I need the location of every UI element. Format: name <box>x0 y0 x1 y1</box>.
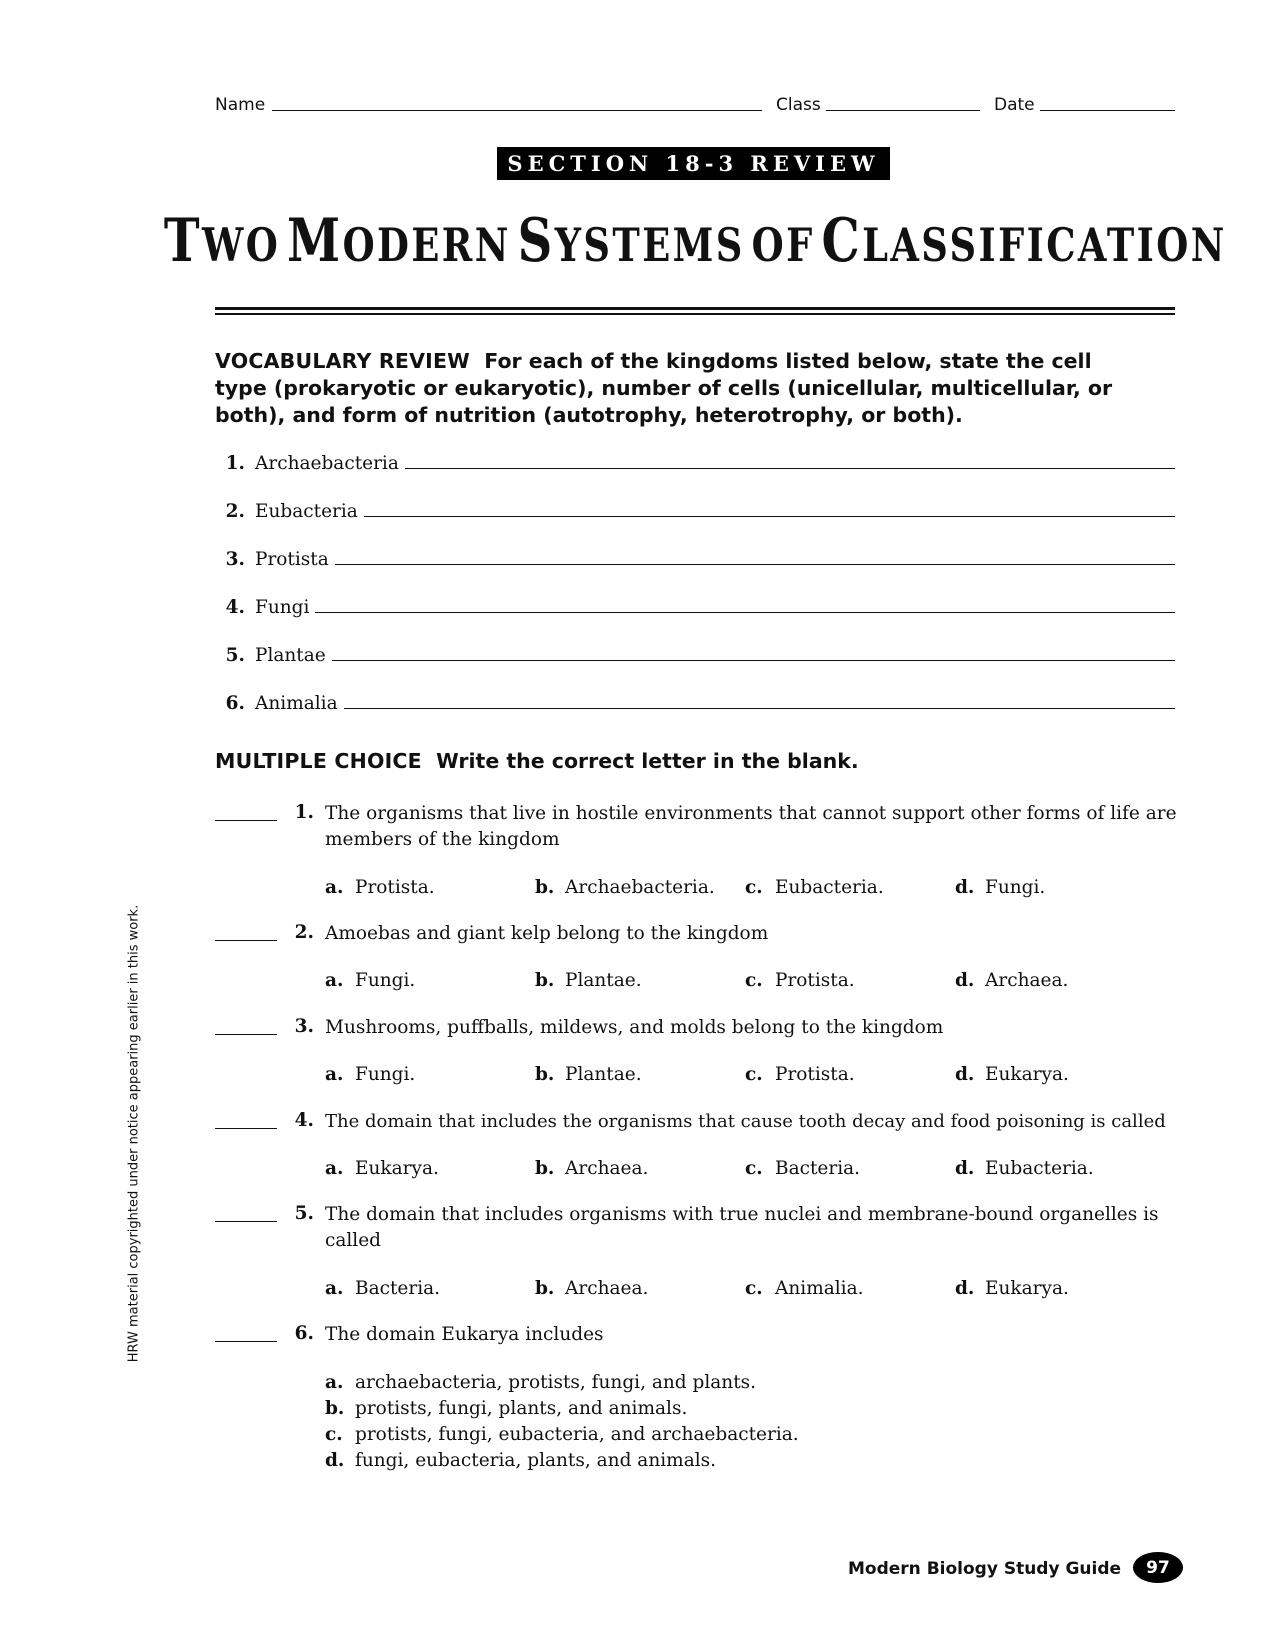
page-title <box>163 206 1227 286</box>
option-d <box>955 970 1068 991</box>
section-banner: SECTION 18-3 REVIEW <box>497 147 890 180</box>
option-letter: a. <box>325 877 344 898</box>
option-letter: a. <box>325 1278 344 1299</box>
title-cap: T <box>163 206 202 276</box>
title-rest: ODERN <box>342 218 511 272</box>
name-label: Name <box>215 95 266 115</box>
option-c <box>325 1424 799 1445</box>
question-number: 6. <box>294 1323 314 1344</box>
option-text: Protista. <box>775 1064 855 1085</box>
option-a <box>325 1372 756 1393</box>
date-field[interactable] <box>1040 110 1175 111</box>
option-a <box>325 1158 439 1179</box>
vocab-heading: VOCABULARY REVIEW <box>215 349 470 373</box>
vocab-item <box>215 542 1175 570</box>
title-rest: LASSIFICATION <box>861 218 1227 272</box>
option-letter: c. <box>745 1064 763 1085</box>
question-number: 3. <box>294 1016 314 1037</box>
option-text: Archaea. <box>985 970 1069 991</box>
kingdom-label: Plantae <box>255 645 326 666</box>
option-text: Eukarya. <box>355 1158 439 1179</box>
answer-line[interactable] <box>335 564 1175 565</box>
option-text: Fungi. <box>985 877 1046 898</box>
option-letter: b. <box>535 1158 555 1179</box>
answer-blank[interactable] <box>215 820 277 821</box>
footer-book-title: Modern Biology Study Guide <box>848 1559 1122 1579</box>
option-a <box>325 877 435 898</box>
answer-line[interactable] <box>332 660 1175 661</box>
option-text: Animalia. <box>775 1278 864 1299</box>
option-text: Bacteria. <box>775 1158 861 1179</box>
answer-line[interactable] <box>405 468 1175 469</box>
option-text: Fungi. <box>355 1064 416 1085</box>
vocab-instruction-text: For each of the kingdoms listed below, state the cell type (prokaryotic or eukaryotic), number of cells (unicellular, multicellular, or both), and form of nutrition (autotrophy, heterotrophy, or both). <box>215 349 1113 427</box>
answer-line[interactable] <box>364 516 1175 517</box>
vocab-item <box>215 446 1175 474</box>
vocab-item <box>215 638 1175 666</box>
option-letter: b. <box>535 877 555 898</box>
item-number: 3. <box>225 549 245 570</box>
question-text: The domain Eukarya includes <box>325 1324 604 1345</box>
option-letter: c. <box>745 970 763 991</box>
option-d <box>955 1158 1094 1179</box>
option-text: Protista. <box>775 970 855 991</box>
option-text: Eukarya. <box>985 1064 1069 1085</box>
name-field[interactable] <box>272 110 762 111</box>
kingdom-label: Animalia <box>255 693 338 714</box>
answer-line[interactable] <box>315 612 1175 613</box>
option-text: protists, fungi, plants, and animals. <box>355 1398 688 1419</box>
item-number: 2. <box>225 501 245 522</box>
title-rest: YSTEMS <box>554 218 745 272</box>
answer-blank[interactable] <box>215 1034 277 1035</box>
option-text: Fungi. <box>355 970 416 991</box>
option-letter: d. <box>955 877 975 898</box>
option-letter: c. <box>325 1424 343 1445</box>
vocab-item <box>215 590 1175 618</box>
option-d <box>955 1064 1069 1085</box>
option-letter: c. <box>745 877 763 898</box>
option-letter: d. <box>955 1158 975 1179</box>
option-c <box>745 877 884 898</box>
answer-blank[interactable] <box>215 1128 277 1129</box>
option-letter: a. <box>325 1158 344 1179</box>
page-number: 97 <box>1133 1552 1183 1583</box>
option-c <box>745 970 855 991</box>
option-c <box>745 1064 855 1085</box>
question-text: The organisms that live in hostile environments that cannot support other forms of life are members of the kingdom <box>325 803 1177 850</box>
kingdom-label: Eubacteria <box>255 501 358 522</box>
kingdom-label: Fungi <box>255 597 310 618</box>
answer-blank[interactable] <box>215 940 277 941</box>
option-letter: a. <box>325 970 344 991</box>
option-letter: d. <box>955 970 975 991</box>
class-label: Class <box>776 95 821 115</box>
copyright-note: HRW material copyrighted under notice appearing earlier in this work. <box>126 904 142 1363</box>
option-letter: c. <box>745 1278 763 1299</box>
option-letter: d. <box>955 1064 975 1085</box>
option-text: protists, fungi, eubacteria, and archaebacteria. <box>355 1424 799 1445</box>
option-letter: c. <box>745 1158 763 1179</box>
option-b <box>325 1398 687 1419</box>
item-number: 5. <box>225 645 245 666</box>
option-b <box>535 1278 648 1299</box>
option-text: Protista. <box>355 877 435 898</box>
option-text: Eubacteria. <box>985 1158 1094 1179</box>
option-b <box>535 1064 642 1085</box>
vocab-item <box>215 686 1175 714</box>
answer-blank[interactable] <box>215 1341 277 1342</box>
mc-instructions <box>215 748 1145 775</box>
option-text: fungi, eubacteria, plants, and animals. <box>355 1450 717 1471</box>
option-text: Archaea. <box>565 1158 649 1179</box>
option-text: Eubacteria. <box>775 877 884 898</box>
option-a <box>325 970 415 991</box>
option-letter: d. <box>325 1450 345 1471</box>
option-b <box>535 1158 648 1179</box>
option-text: Archaea. <box>565 1278 649 1299</box>
option-letter: b. <box>535 970 555 991</box>
mc-heading: MULTIPLE CHOICE <box>215 749 422 773</box>
option-letter: a. <box>325 1064 344 1085</box>
option-letter: b. <box>535 1064 555 1085</box>
item-number: 6. <box>225 693 245 714</box>
option-d <box>955 1278 1069 1299</box>
option-text: Eukarya. <box>985 1278 1069 1299</box>
option-a <box>325 1278 440 1299</box>
title-cap: S <box>517 206 555 276</box>
option-letter: d. <box>955 1278 975 1299</box>
question-text: The domain that includes the organisms that cause tooth decay and food poisoning is called <box>325 1111 1166 1132</box>
question-text: The domain that includes organisms with true nuclei and membrane-bound organelles is called <box>325 1204 1159 1251</box>
option-text: Bacteria. <box>355 1278 441 1299</box>
option-d <box>325 1450 716 1471</box>
option-c <box>745 1158 860 1179</box>
option-b <box>535 970 642 991</box>
vocab-item <box>215 494 1175 522</box>
question-text: Mushrooms, puffballs, mildews, and molds belong to the kingdom <box>325 1017 944 1038</box>
title-rest: OF <box>751 218 815 272</box>
option-letter: b. <box>535 1278 555 1299</box>
item-number: 4. <box>225 597 245 618</box>
answer-line[interactable] <box>344 708 1175 709</box>
question-number: 1. <box>294 802 314 823</box>
item-number: 1. <box>225 453 245 474</box>
question-text: Amoebas and giant kelp belong to the kingdom <box>325 923 769 944</box>
title-cap: M <box>286 206 343 276</box>
option-c <box>745 1278 864 1299</box>
mc-instruction-text: Write the correct letter in the blank. <box>436 749 859 773</box>
option-text: Plantae. <box>565 1064 642 1085</box>
option-letter: a. <box>325 1372 344 1393</box>
option-text: Archaebacteria. <box>565 877 715 898</box>
title-rest: WO <box>201 218 280 272</box>
option-text: Plantae. <box>565 970 642 991</box>
question-number: 5. <box>294 1203 314 1224</box>
class-field[interactable] <box>826 110 980 111</box>
option-letter: b. <box>325 1398 345 1419</box>
option-d <box>955 877 1045 898</box>
vocab-instructions <box>215 348 1145 429</box>
option-text: archaebacteria, protists, fungi, and plants. <box>355 1372 757 1393</box>
question-number: 2. <box>294 922 314 943</box>
date-label: Date <box>994 95 1035 115</box>
question-number: 4. <box>294 1110 314 1131</box>
title-cap: C <box>821 206 862 276</box>
kingdom-label: Protista <box>255 549 329 570</box>
option-b <box>535 877 715 898</box>
title-rule <box>215 307 1175 310</box>
title-rule <box>215 313 1175 315</box>
kingdom-label: Archaebacteria <box>255 453 399 474</box>
answer-blank[interactable] <box>215 1221 277 1222</box>
option-a <box>325 1064 415 1085</box>
